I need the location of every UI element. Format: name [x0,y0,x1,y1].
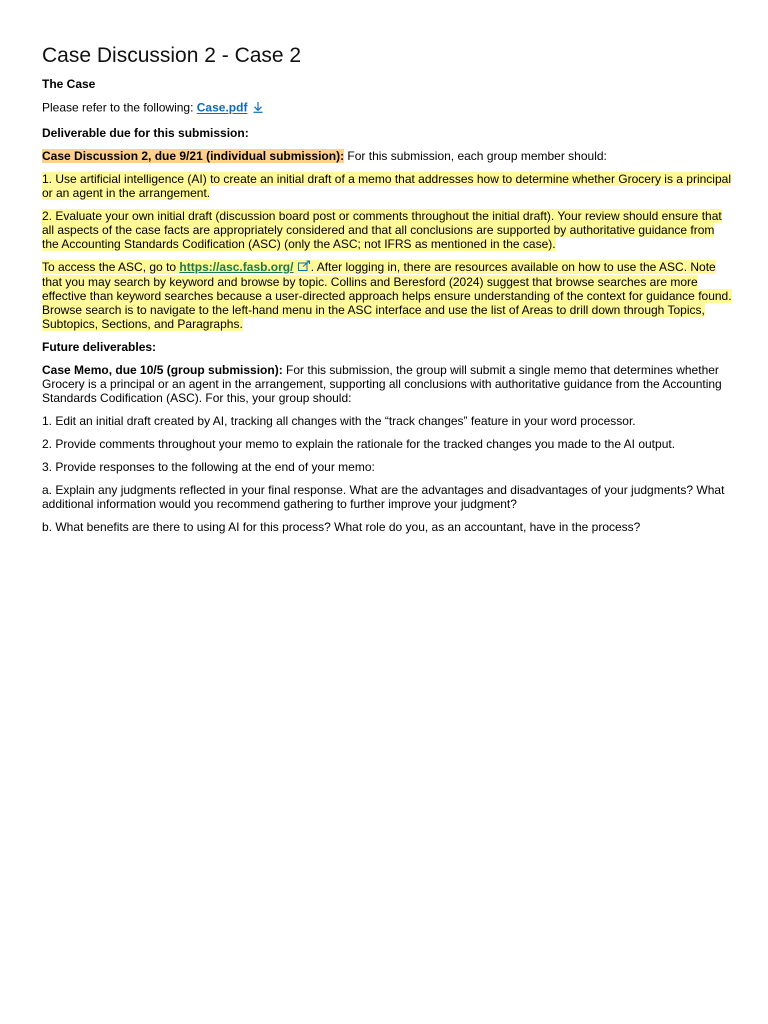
future-item-3: 3. Provide responses to the following at the end of your memo: [42,460,375,475]
asc-prefix: To access the ASC, go to [42,260,180,274]
future-item-b: b. What benefits are there to using AI for this process? What role do you, as an accountant, have in the process? [42,520,641,535]
future-item-1: 1. Edit an initial draft created by AI, tracking all changes with the “track changes” feature in your word processor. [42,414,636,429]
asc-suffix: . After logging in, there are resources available on how to use the ASC. Note that you may search by keyword and browse by topic. Collins and Beresford (2024) suggest that browse searches are more effective than keyword searches because a user-directed approach helps ensure understanding of the context for guidance found. Browse search is to navigate to the left-hand menu in the ASC interface and use the list of Areas to drill down through Topics, Subtopics, Sections, and Paragraphs. [42,260,732,332]
deliverable-heading: Deliverable due for this submission: [42,126,249,140]
deliverable-intro [42,149,732,163]
deliverable-item-1-text: 1. Use artificial intelligence (AI) to create an initial draft of a memo that addresses how to determine whether Grocery is a principal or an agent in the arrangement. [42,172,731,200]
memo-label: Case Memo, due 10/5 (group submission): [42,363,283,378]
download-icon[interactable] [251,100,265,117]
deliverable-label: Case Discussion 2, due 9/21 (individual submission): [42,149,345,163]
case-refer-text: Please refer to the following: [42,100,197,115]
future-heading: Future deliverables: [42,340,157,355]
memo-intro-text: For this submission, the group will submit a single memo that determines whether Grocery is a principal or an agent in the arrangement, supporting all conclusions with authoritative guidance from the Accounting Standards Codification (ASC). For this, your group should: [42,363,722,406]
deliverable-item-2-text: 2. Evaluate your own initial draft (discussion board post or comments throughout the initial draft). Your review should ensure that all aspects of the case facts are appropriately considered and that all conclusions are supported by authoritative guidance from the Accounting Standards Codification (ASC) (only the ASC; not IFRS as mentioned in the case). [42,209,722,251]
asc-link[interactable]: https://asc.fasb.org/ [179,260,294,274]
case-heading: The Case [42,77,96,91]
future-item-2: 2. Provide comments throughout your memo to explain the rationale for the tracked changes you made to the AI output. [42,437,676,452]
page-title: Case Discussion 2 - Case 2 [42,44,302,67]
external-link-icon[interactable] [297,260,311,275]
deliverable-intro-text: For this submission, each group member should: [344,149,607,163]
case-reference [42,100,732,117]
future-item-a: a. Explain any judgments reflected in your final response. What are the advantages and disadvantages of your judgments? What additional information would you recommend gathering to further improve your judgment? [42,483,725,512]
deliverable-item-1 [42,172,732,200]
asc-access-paragraph [42,260,732,331]
deliverable-item-2 [42,209,732,251]
case-pdf-link[interactable]: Case.pdf [196,100,248,115]
memo-intro [42,363,732,405]
